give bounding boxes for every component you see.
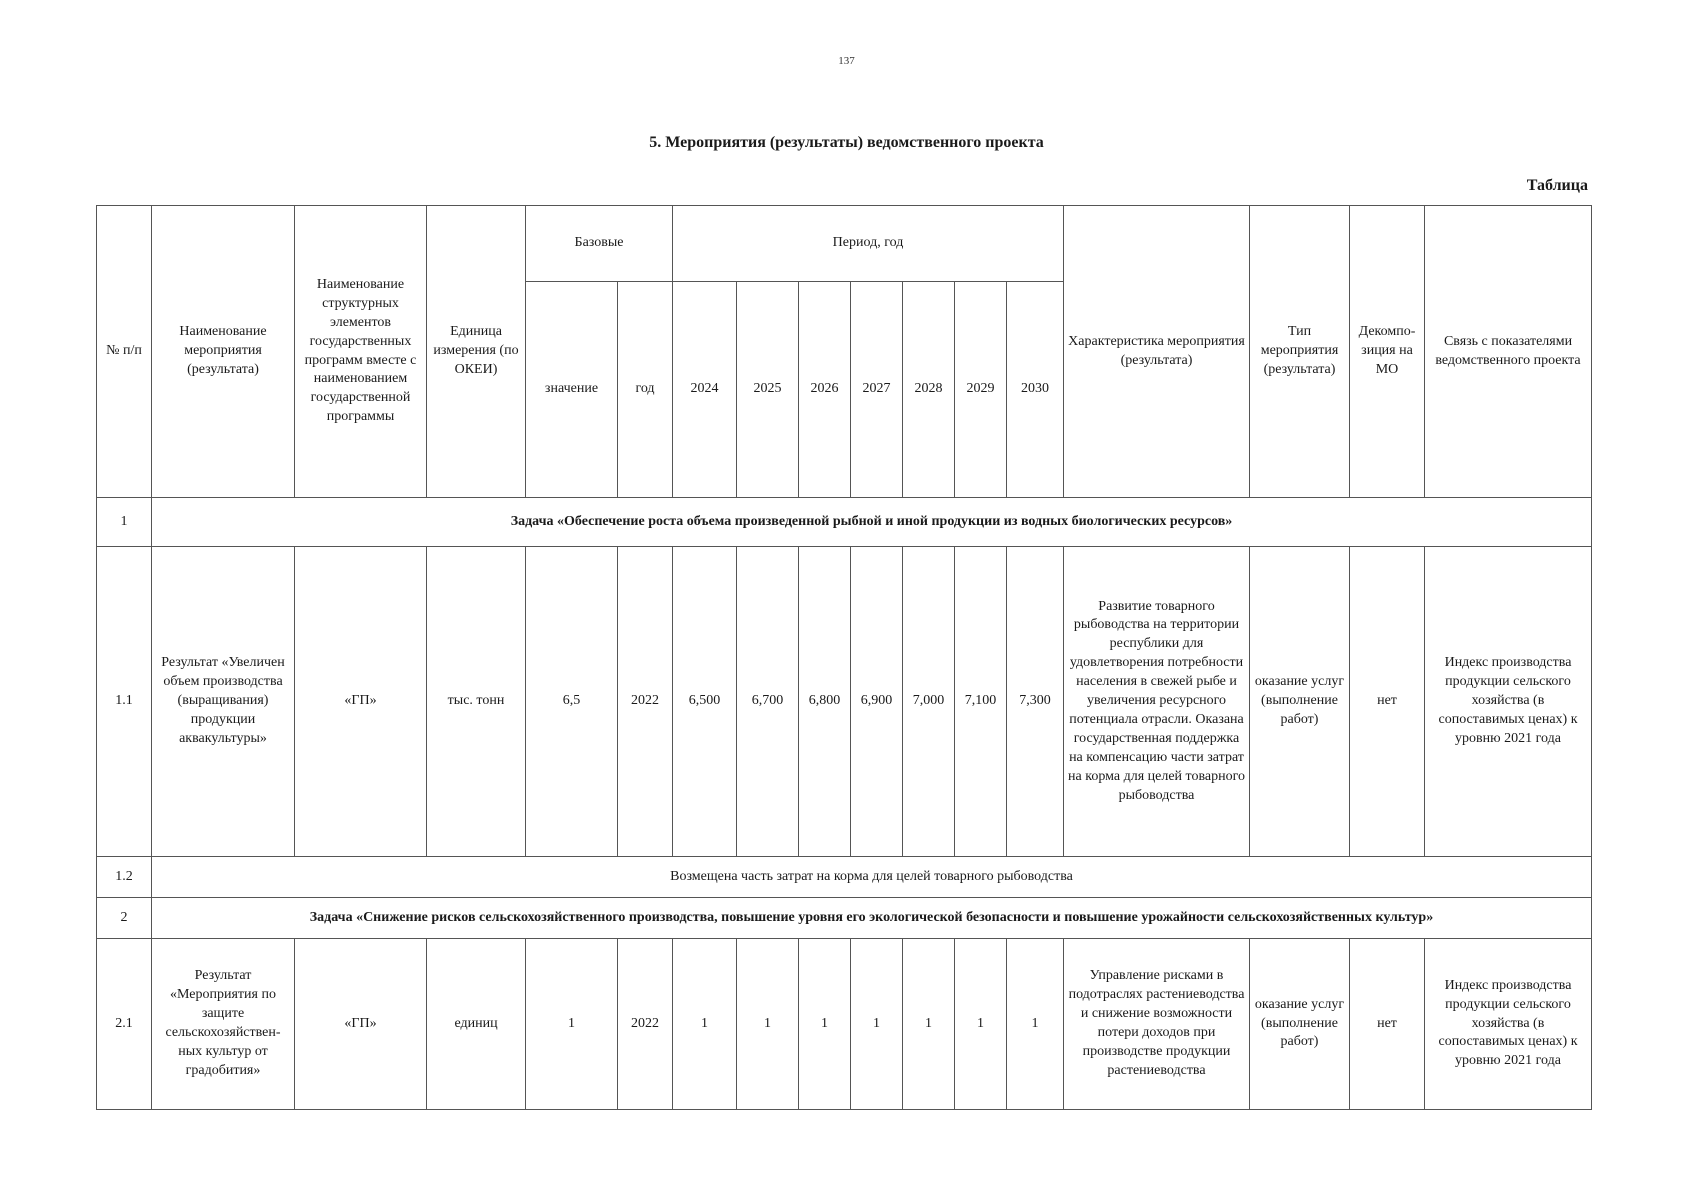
header-year: 2029 [955,282,1007,498]
document-title: 5. Мероприятия (результаты) ведомственного проекта [649,134,1044,151]
table-label: Таблица [1526,177,1588,194]
header-type: Тип мероприятия (результата) [1250,206,1350,498]
row-name: Результат «Увеличен объем производства (выращивания) продукции аквакультуры» [152,547,295,857]
row-structural: «ГП» [295,939,427,1110]
header-year: 2024 [673,282,737,498]
row-year-value: 1 [851,939,903,1110]
header-characteristic: Характеристика мероприятия (результата) [1064,206,1250,498]
row-num: 1.2 [97,857,152,898]
row-year-value: 7,300 [1007,547,1064,857]
header-link: Связь с показателями ведомственного проекта [1425,206,1592,498]
row-year-value: 7,000 [903,547,955,857]
row-year-value: 6,900 [851,547,903,857]
events-table [96,205,1592,1110]
header-year: 2028 [903,282,955,498]
row-type: оказание услуг (выполнение работ) [1250,547,1350,857]
row-base-year: 2022 [618,939,673,1110]
header-name: Наименование мероприятия (результата) [152,206,295,498]
row-year-value: 1 [799,939,851,1110]
header-unit: Единица измерения (по ОКЕИ) [427,206,526,498]
row-num: 1.1 [97,547,152,857]
header-period: Период, год [673,206,1064,282]
row-num: 2.1 [97,939,152,1110]
header-decomposition: Декомпо-зиция на МО [1350,206,1425,498]
row-unit: единиц [427,939,526,1110]
header-year: 2025 [737,282,799,498]
page-number: 137 [838,55,855,67]
row-base-value: 6,5 [526,547,618,857]
row-characteristic: Развитие товарного рыбоводства на территории республики для удовлетворения потребности населения в свежей рыбе и увеличения ресурсного потенциала отрасли. Оказана государственная поддержка на компенсацию части затрат на корма для целей товарного рыбоводства [1064,547,1250,857]
row-name: Результат «Мероприятия по защите сельскохозяйствен-ных культур от градобития» [152,939,295,1110]
row-text: Возмещена часть затрат на корма для целей товарного рыбоводства [152,857,1592,898]
row-structural: «ГП» [295,547,427,857]
row-characteristic: Управление рисками в подотраслях растениеводства и снижение возможности потери доходов при производстве продукции растениеводства [1064,939,1250,1110]
header-structural: Наименование структурных элементов государственных программ вместе с наименованием государственной программы [295,206,427,498]
task-num: 2 [97,898,152,939]
row-year-value: 7,100 [955,547,1007,857]
task-text: Задача «Обеспечение роста объема произведенной рыбной и иной продукции из водных биологических ресурсов» [152,498,1592,547]
row-year-value: 6,700 [737,547,799,857]
header-year: 2030 [1007,282,1064,498]
row-year-value: 1 [1007,939,1064,1110]
row-link: Индекс производства продукции сельского хозяйства (в сопоставимых ценах) к уровню 2021 года [1425,547,1592,857]
task-num: 1 [97,498,152,547]
task-text: Задача «Снижение рисков сельскохозяйственного производства, повышение уровня его экологической безопасности и повышение урожайности сельскохозяйственных культур» [152,898,1592,939]
row-year-value: 1 [673,939,737,1110]
row-year-value: 1 [737,939,799,1110]
task-row [97,898,1592,939]
table-row [97,547,1592,857]
row-base-year: 2022 [618,547,673,857]
task-row [97,498,1592,547]
header-base-value: значение [526,282,618,498]
row-year-value: 6,800 [799,547,851,857]
row-year-value: 1 [903,939,955,1110]
header-row-1 [97,206,1592,282]
row-link: Индекс производства продукции сельского хозяйства (в сопоставимых ценах) к уровню 2021 года [1425,939,1592,1110]
row-base-value: 1 [526,939,618,1110]
row-decomposition: нет [1350,939,1425,1110]
table-row [97,857,1592,898]
header-year: 2027 [851,282,903,498]
table-row [97,939,1592,1110]
header-year: 2026 [799,282,851,498]
row-decomposition: нет [1350,547,1425,857]
header-base-year: год [618,282,673,498]
header-num: № п/п [97,206,152,498]
row-year-value: 1 [955,939,1007,1110]
row-year-value: 6,500 [673,547,737,857]
header-base: Базовые [526,206,673,282]
row-unit: тыс. тонн [427,547,526,857]
row-type: оказание услуг (выполнение работ) [1250,939,1350,1110]
